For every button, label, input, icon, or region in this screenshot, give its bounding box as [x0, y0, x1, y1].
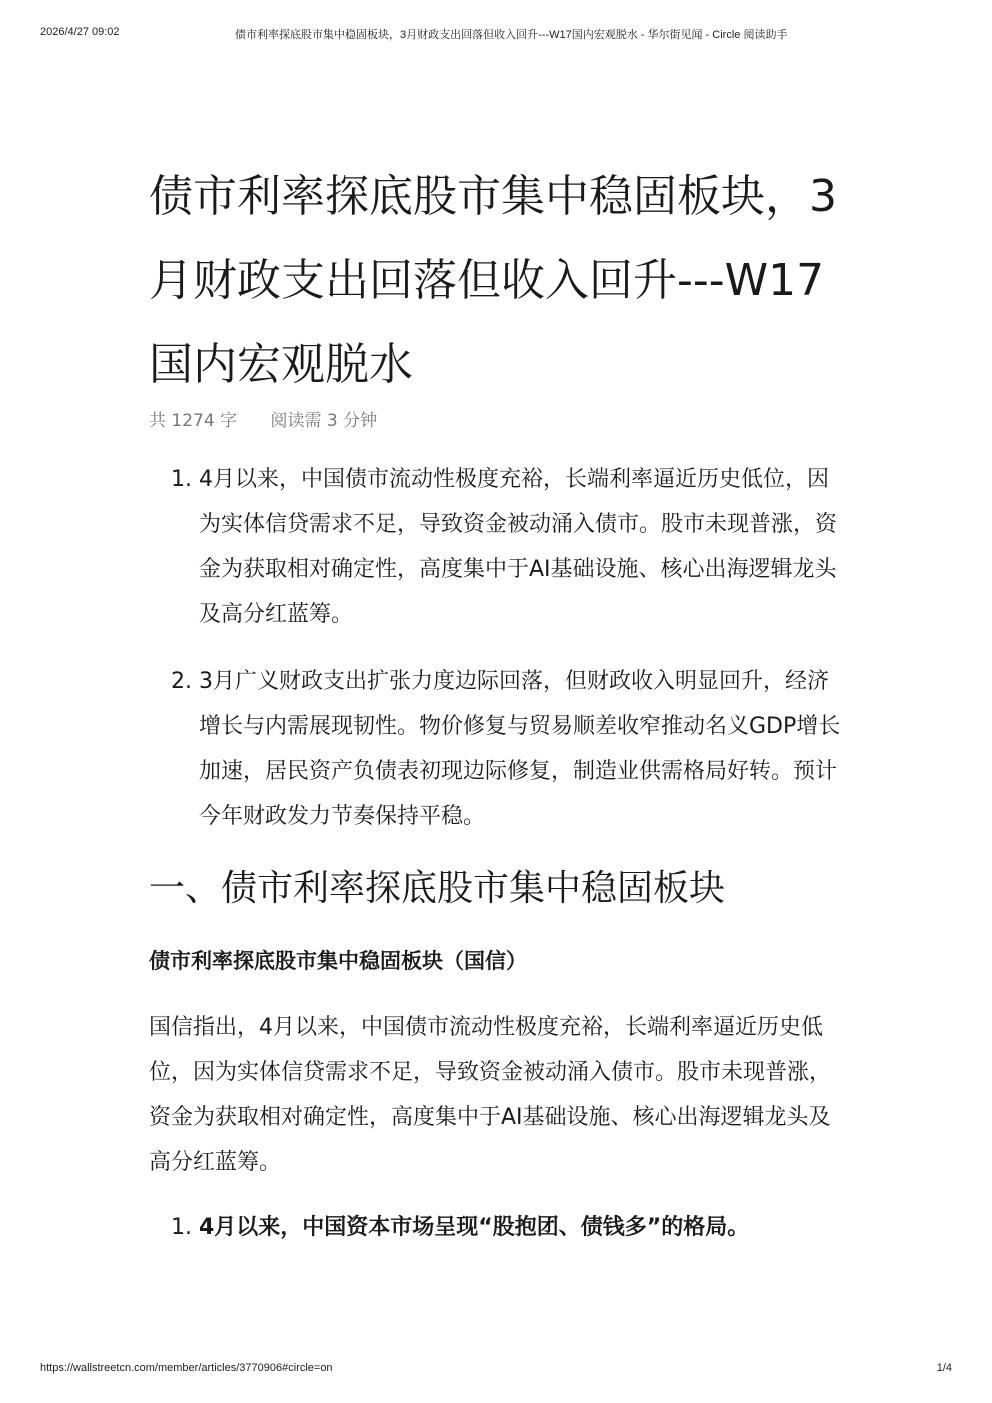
print-page-title: 债市利率探底股市集中稳固板块，3月财政支出回落但收入回升---W17国内宏观脱水 - 华尔街见闻 - Circle 阅读助手 — [235, 29, 788, 41]
word-count: 共 1274 字 — [149, 411, 238, 431]
point-list — [149, 1205, 849, 1250]
list-number: 1. — [171, 1215, 192, 1240]
article-meta — [149, 407, 849, 437]
summary-item — [149, 457, 849, 637]
page-number: 1/4 — [936, 1362, 952, 1374]
summary-list — [149, 457, 849, 839]
summary-item — [149, 659, 849, 839]
print-datetime: 2026/4/27 09:02 — [40, 26, 120, 38]
summary-item-text: 4月以来，中国债市流动性极度充裕，长端利率逼近历史低位，因为实体信贷需求不足，导致资金被动涌入债市。股市未现普涨，资金为获取相对确定性，高度集中于AI基础设施、核心出海逻辑龙头及高分红蓝筹。 — [199, 467, 838, 627]
section-heading: 一、债市利率探底股市集中稳固板块 — [149, 868, 726, 909]
point-item — [149, 1205, 849, 1250]
list-number: 2. — [171, 669, 192, 694]
list-number: 1. — [171, 467, 192, 492]
article-title: 债市利率探底股市集中稳固板块，3月财政支出回落但收入回升---W17国内宏观脱水 — [149, 171, 837, 390]
print-header — [40, 26, 952, 44]
summary-item-text: 3月广义财政支出扩张力度边际回落，但财政收入明显回升，经济增长与内需展现韧性。物价修复与贸易顺差收窄推动名义GDP增长加速，居民资产负债表初现边际修复，制造业供需格局好转。预计今年财政发力节奏保持平稳。 — [199, 669, 841, 829]
sub-heading: 债市利率探底股市集中稳固板块（国信） — [149, 949, 527, 973]
read-time: 阅读需 3 分钟 — [270, 411, 378, 431]
point-item-text: 4月以来，中国资本市场呈现“股抱团、债钱多”的格局。 — [199, 1215, 750, 1240]
print-url: https://wallstreetcn.com/member/articles/3770906#circle=on — [40, 1362, 333, 1374]
body-paragraph: 国信指出，4月以来，中国债市流动性极度充裕，长端利率逼近历史低位，因为实体信贷需求不足，导致资金被动涌入债市。股市未现普涨，资金为获取相对确定性，高度集中于AI基础设施、核心出海逻辑龙头及高分红蓝筹。 — [149, 1015, 832, 1175]
article — [149, 155, 849, 1250]
print-footer — [40, 1362, 952, 1380]
